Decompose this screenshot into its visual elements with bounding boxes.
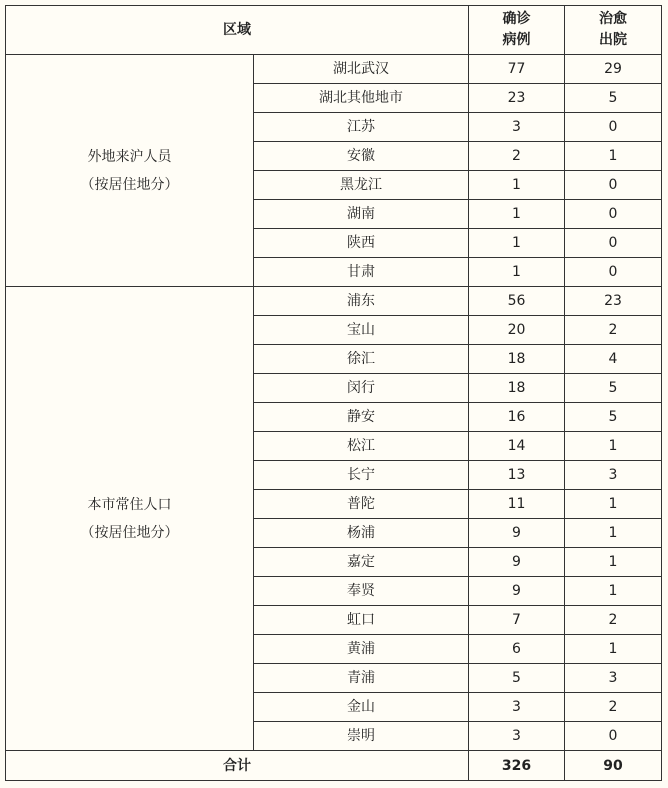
area-cell: 崇明 <box>254 722 469 751</box>
confirmed-cell: 9 <box>469 577 565 606</box>
discharged-cell: 1 <box>565 432 662 461</box>
group-label-line2: （按居住地分） <box>80 524 179 541</box>
area-cell: 静安 <box>254 403 469 432</box>
discharged-cell: 1 <box>565 142 662 171</box>
discharged-cell: 3 <box>565 461 662 490</box>
confirmed-cell: 2 <box>469 142 565 171</box>
discharged-cell: 0 <box>565 229 662 258</box>
header-row <box>6 6 662 55</box>
area-cell: 杨浦 <box>254 519 469 548</box>
header-confirmed-line1: 确诊 <box>502 11 531 27</box>
area-cell: 闵行 <box>254 374 469 403</box>
discharged-cell: 5 <box>565 374 662 403</box>
discharged-cell: 2 <box>565 693 662 722</box>
confirmed-cell: 1 <box>469 258 565 287</box>
header-discharged <box>565 6 662 55</box>
header-discharged-line2: 出院 <box>599 32 627 48</box>
discharged-cell: 2 <box>565 606 662 635</box>
confirmed-cell: 13 <box>469 461 565 490</box>
confirmed-cell: 3 <box>469 722 565 751</box>
confirmed-cell: 9 <box>469 548 565 577</box>
confirmed-cell: 3 <box>469 693 565 722</box>
area-cell: 金山 <box>254 693 469 722</box>
area-cell: 甘肃 <box>254 258 469 287</box>
area-cell: 陕西 <box>254 229 469 258</box>
area-cell: 湖北武汉 <box>254 55 469 84</box>
confirmed-cell: 1 <box>469 171 565 200</box>
confirmed-cell: 77 <box>469 55 565 84</box>
confirmed-cell: 11 <box>469 490 565 519</box>
table-row <box>6 287 662 316</box>
discharged-cell: 1 <box>565 490 662 519</box>
confirmed-cell: 5 <box>469 664 565 693</box>
area-cell: 黑龙江 <box>254 171 469 200</box>
discharged-cell: 0 <box>565 113 662 142</box>
confirmed-cell: 18 <box>469 374 565 403</box>
group-label <box>6 287 254 751</box>
confirmed-cell: 56 <box>469 287 565 316</box>
discharged-cell: 1 <box>565 635 662 664</box>
confirmed-cell: 1 <box>469 200 565 229</box>
discharged-cell: 0 <box>565 722 662 751</box>
confirmed-cell: 23 <box>469 84 565 113</box>
header-confirmed <box>469 6 565 55</box>
discharged-cell: 1 <box>565 577 662 606</box>
area-cell: 江苏 <box>254 113 469 142</box>
confirmed-cell: 14 <box>469 432 565 461</box>
area-cell: 虹口 <box>254 606 469 635</box>
group-label-line2: （按居住地分） <box>80 176 179 193</box>
area-cell: 浦东 <box>254 287 469 316</box>
confirmed-cell: 7 <box>469 606 565 635</box>
area-cell: 奉贤 <box>254 577 469 606</box>
area-cell: 黄浦 <box>254 635 469 664</box>
discharged-cell: 1 <box>565 519 662 548</box>
area-cell: 松江 <box>254 432 469 461</box>
total-row <box>6 751 662 781</box>
area-cell: 普陀 <box>254 490 469 519</box>
table-body <box>6 6 662 781</box>
discharged-cell: 0 <box>565 171 662 200</box>
discharged-cell: 2 <box>565 316 662 345</box>
area-cell: 徐汇 <box>254 345 469 374</box>
confirmed-cell: 16 <box>469 403 565 432</box>
area-cell: 安徽 <box>254 142 469 171</box>
area-cell: 长宁 <box>254 461 469 490</box>
confirmed-cell: 20 <box>469 316 565 345</box>
area-cell: 湖南 <box>254 200 469 229</box>
table-row <box>6 55 662 84</box>
discharged-cell: 5 <box>565 403 662 432</box>
discharged-cell: 1 <box>565 548 662 577</box>
header-discharged-line1: 治愈 <box>599 11 627 27</box>
confirmed-cell: 9 <box>469 519 565 548</box>
area-cell: 宝山 <box>254 316 469 345</box>
discharged-cell: 3 <box>565 664 662 693</box>
confirmed-cell: 6 <box>469 635 565 664</box>
discharged-cell: 23 <box>565 287 662 316</box>
area-cell: 嘉定 <box>254 548 469 577</box>
header-region: 区域 <box>6 6 469 55</box>
total-confirmed: 326 <box>469 751 565 781</box>
confirmed-cell: 18 <box>469 345 565 374</box>
discharged-cell: 5 <box>565 84 662 113</box>
header-confirmed-line2: 病例 <box>502 32 531 48</box>
case-statistics-table <box>5 5 662 781</box>
group-label-line1: 本市常住人口 <box>87 496 172 513</box>
discharged-cell: 0 <box>565 200 662 229</box>
area-cell: 青浦 <box>254 664 469 693</box>
total-label: 合计 <box>6 751 469 781</box>
group-label-line1: 外地来沪人员 <box>87 148 172 165</box>
confirmed-cell: 3 <box>469 113 565 142</box>
group-label <box>6 55 254 287</box>
area-cell: 湖北其他地市 <box>254 84 469 113</box>
discharged-cell: 4 <box>565 345 662 374</box>
total-discharged: 90 <box>565 751 662 781</box>
discharged-cell: 0 <box>565 258 662 287</box>
confirmed-cell: 1 <box>469 229 565 258</box>
discharged-cell: 29 <box>565 55 662 84</box>
